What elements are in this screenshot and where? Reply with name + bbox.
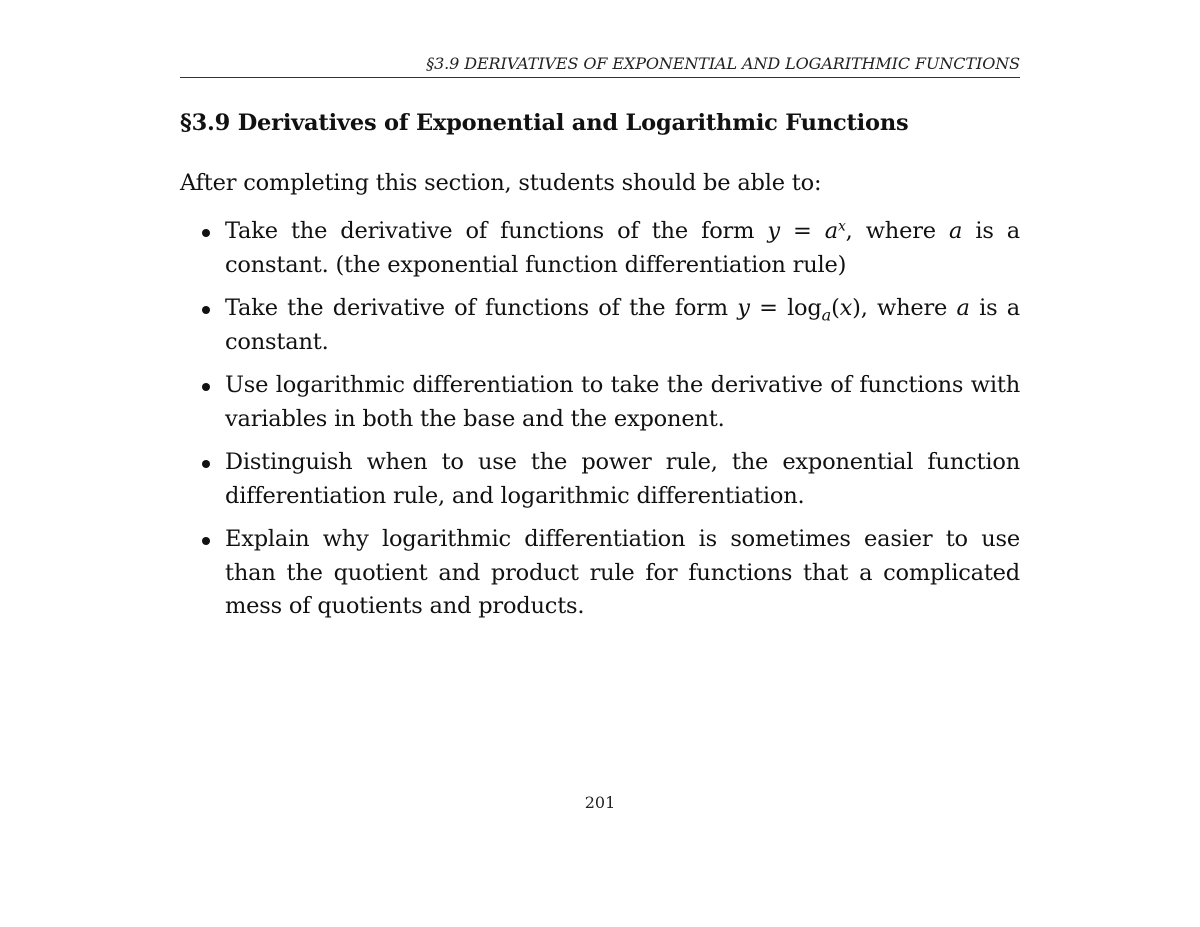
objectives-list [180, 215, 1020, 634]
math-operator: = [779, 218, 825, 244]
math-subscript: a [821, 305, 832, 325]
math-exponent: x [837, 218, 846, 235]
math-variable: x [839, 295, 853, 321]
objective-item [180, 215, 1020, 282]
math-operator: = log [749, 295, 822, 321]
intro-text: After completing this section, students should be able to: [180, 170, 822, 196]
running-header: §3.9 DERIVATIVES OF EXPONENTIAL AND LOGARITHMIC FUNCTIONS [426, 54, 1020, 73]
bullet-icon [202, 383, 210, 391]
objective-item [180, 523, 1020, 624]
math-variable: y [767, 218, 780, 244]
math-variable: a [956, 295, 970, 321]
objective-item [180, 369, 1020, 436]
objective-item [180, 446, 1020, 513]
objective-text: , where [845, 218, 949, 244]
objective-text: Explain why logarithmic differentiation is sometimes easier to use than the quotient and product rule for functions that a complicated mess of quotients and products. [225, 526, 1020, 619]
objective-text: Take the derivative of functions of the form [225, 295, 738, 321]
page-number: 201 [584, 793, 616, 812]
math-variable: y [737, 295, 750, 321]
objective-text: , where [860, 295, 957, 321]
header-rule [180, 77, 1020, 78]
bullet-icon [202, 229, 210, 237]
bullet-icon [202, 460, 210, 468]
math-variable: a [948, 218, 963, 244]
math-variable: a [824, 218, 838, 244]
objective-text: is a constant. (the exponential function differentiation rule) [225, 218, 1020, 278]
objective-item [180, 292, 1020, 359]
objective-text: is a constant. [225, 295, 1021, 355]
objective-text: Use logarithmic differentiation to take the derivative of functions with variables in both the base and the exponent. [225, 372, 1020, 432]
math-paren: ( [831, 295, 840, 321]
objective-text: Distinguish when to use the power rule, the exponential function differentiation rule, and logarithmic differentiation. [225, 449, 1020, 509]
bullet-icon [202, 537, 210, 545]
bullet-icon [202, 306, 210, 314]
math-paren: ) [852, 295, 861, 321]
objective-text: Take the derivative of functions of the form [225, 218, 768, 244]
section-title: §3.9 Derivatives of Exponential and Logarithmic Functions [180, 110, 909, 136]
